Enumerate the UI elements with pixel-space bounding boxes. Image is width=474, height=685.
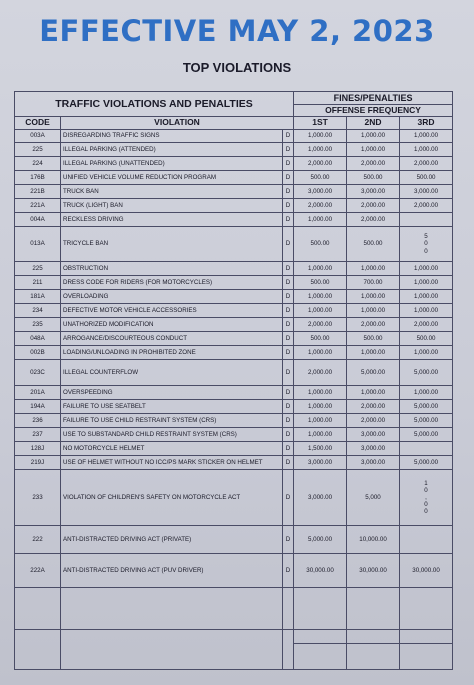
violation-cell	[61, 588, 283, 630]
first-fine-cell: 2,000.00	[294, 360, 347, 386]
violation-cell: VIOLATION OF CHILDREN'S SAFETY ON MOTORCYCLE ACT	[61, 470, 283, 526]
first-fine-cell: 2,000.00	[294, 318, 347, 332]
third-fine-cell	[400, 470, 453, 526]
d-mark-cell: D	[283, 157, 294, 171]
table-row	[15, 630, 453, 644]
third-fine-cell: 1,000.00	[400, 143, 453, 157]
third-fine-line: 0	[424, 240, 428, 248]
code-cell: 236	[15, 414, 61, 428]
second-fine-cell: 30,000.00	[347, 554, 400, 588]
d-mark-cell: D	[283, 262, 294, 276]
first-fine-cell	[294, 588, 347, 630]
table-row	[15, 442, 453, 456]
violation-cell: OVERSPEEDING	[61, 386, 283, 400]
first-fine-cell: 500.00	[294, 227, 347, 262]
top-violations-subheading: TOP VIOLATIONS	[182, 60, 292, 75]
fines-header: FINES/PENALTIES	[294, 92, 453, 105]
violation-cell: OVERLOADING	[61, 290, 283, 304]
table-row	[15, 213, 453, 227]
first-fine-cell: 1,000.00	[294, 290, 347, 304]
d-mark-cell: D	[283, 414, 294, 428]
first-fine-cell: 1,000.00	[294, 346, 347, 360]
code-cell: 048A	[15, 332, 61, 346]
first-fine-cell: 500.00	[294, 276, 347, 290]
first-fine-cell: 1,000.00	[294, 414, 347, 428]
code-cell: 128J	[15, 442, 61, 456]
violation-cell: ILLEGAL COUNTERFLOW	[61, 360, 283, 386]
first-fine-cell	[294, 630, 347, 644]
table-row	[15, 428, 453, 442]
violation-cell: DISREGARDING TRAFFIC SIGNS	[61, 130, 283, 143]
code-cell: 233	[15, 470, 61, 526]
first-fine-cell: 500.00	[294, 171, 347, 185]
table-row	[15, 143, 453, 157]
code-cell: 219J	[15, 456, 61, 470]
d-mark-cell: D	[283, 456, 294, 470]
second-offense-header: 2ND	[347, 117, 400, 130]
first-fine-cell: 1,000.00	[294, 262, 347, 276]
second-fine-cell: 700.00	[347, 276, 400, 290]
third-fine-line: ,	[425, 493, 427, 501]
d-mark-cell: D	[283, 526, 294, 554]
code-cell	[15, 630, 61, 670]
first-fine-cell: 1,000.00	[294, 386, 347, 400]
second-fine-cell: 1,000.00	[347, 386, 400, 400]
second-fine-cell: 500.00	[347, 171, 400, 185]
d-mark-cell: D	[283, 213, 294, 227]
first-fine-cell: 3,000.00	[294, 470, 347, 526]
first-fine-cell: 1,000.00	[294, 428, 347, 442]
code-cell: 225	[15, 143, 61, 157]
second-fine-cell: 500.00	[347, 227, 400, 262]
second-fine-cell: 3,000.00	[347, 185, 400, 199]
table-row	[15, 262, 453, 276]
table-row	[15, 470, 453, 526]
third-fine-cell: 1,000.00	[400, 262, 453, 276]
second-fine-cell: 3,000.00	[347, 428, 400, 442]
table-title: TRAFFIC VIOLATIONS AND PENALTIES	[15, 92, 294, 117]
second-fine-cell: 2,000.00	[347, 414, 400, 428]
second-fine-cell: 3,000.00	[347, 442, 400, 456]
third-fine-cell: 5,000.00	[400, 400, 453, 414]
table-row	[15, 185, 453, 199]
table-row	[15, 526, 453, 554]
third-fine-cell	[400, 588, 453, 630]
code-column-header: CODE	[15, 117, 61, 130]
third-fine-cell: 5,000.00	[400, 456, 453, 470]
d-mark-cell: D	[283, 386, 294, 400]
violation-cell: UNATHORIZED MODIFICATION	[61, 318, 283, 332]
d-mark-cell: D	[283, 199, 294, 213]
d-mark-cell: D	[283, 332, 294, 346]
code-cell: 003A	[15, 130, 61, 143]
third-fine-cell	[400, 213, 453, 227]
violation-cell: FAILURE TO USE SEATBELT	[61, 400, 283, 414]
code-cell: 013A	[15, 227, 61, 262]
violation-cell	[61, 630, 283, 670]
second-fine-cell: 1,000.00	[347, 143, 400, 157]
code-cell: 225	[15, 262, 61, 276]
violation-cell: RECKLESS DRIVING	[61, 213, 283, 227]
violation-cell: UNIFIED VEHICLE VOLUME REDUCTION PROGRAM	[61, 171, 283, 185]
d-mark-cell: D	[283, 227, 294, 262]
table-row	[15, 588, 453, 630]
second-fine-cell: 1,000.00	[347, 290, 400, 304]
violation-cell: TRUCK BAN	[61, 185, 283, 199]
d-mark-cell: D	[283, 318, 294, 332]
third-fine-cell	[400, 442, 453, 456]
violation-cell: ILLEGAL PARKING (ATTENDED)	[61, 143, 283, 157]
first-fine-cell: 3,000.00	[294, 185, 347, 199]
third-fine-cell: 1,000.00	[400, 130, 453, 143]
violation-cell: ANTI-DISTRACTED DRIVING ACT (PUV DRIVER)	[61, 554, 283, 588]
first-offense-header: 1ST	[294, 117, 347, 130]
code-cell: 004A	[15, 213, 61, 227]
violations-table	[14, 91, 453, 670]
table-row	[15, 414, 453, 428]
second-fine-cell: 2,000.00	[347, 199, 400, 213]
second-fine-cell: 5,000.00	[347, 360, 400, 386]
third-fine-cell: 1,000.00	[400, 276, 453, 290]
third-fine-cell: 1,000.00	[400, 346, 453, 360]
table-row	[15, 318, 453, 332]
third-fine-line: 5	[424, 233, 428, 241]
table-row	[15, 332, 453, 346]
third-fine-cell: 5,000.00	[400, 428, 453, 442]
code-cell: 222A	[15, 554, 61, 588]
second-fine-cell: 5,000	[347, 470, 400, 526]
first-fine-cell: 500.00	[294, 332, 347, 346]
second-fine-cell: 2,000.00	[347, 400, 400, 414]
third-fine-cell: 1,000.00	[400, 386, 453, 400]
table-row	[15, 157, 453, 171]
table-row	[15, 304, 453, 318]
code-cell: 237	[15, 428, 61, 442]
violation-column-header: VIOLATION	[61, 117, 294, 130]
d-mark-cell: D	[283, 428, 294, 442]
second-fine-cell: 1,000.00	[347, 304, 400, 318]
first-fine-cell: 2,000.00	[294, 199, 347, 213]
second-fine-cell: 2,000.00	[347, 213, 400, 227]
code-cell: 222	[15, 526, 61, 554]
violation-cell: DRESS CODE FOR RIDERS (FOR MOTORCYCLES)	[61, 276, 283, 290]
third-fine-cell: 3,000.00	[400, 185, 453, 199]
third-fine-cell: 500.00	[400, 332, 453, 346]
d-mark-cell: D	[283, 442, 294, 456]
second-fine-cell: 2,000.00	[347, 318, 400, 332]
d-mark-cell: D	[283, 346, 294, 360]
d-mark-cell: D	[283, 276, 294, 290]
first-fine-cell: 1,000.00	[294, 400, 347, 414]
table-row	[15, 227, 453, 262]
d-mark-cell: D	[283, 130, 294, 143]
second-fine-cell: 10,000.00	[347, 526, 400, 554]
first-fine-cell: 1,000.00	[294, 304, 347, 318]
second-fine-cell: 500.00	[347, 332, 400, 346]
table-row	[15, 554, 453, 588]
second-fine-cell: 1,000.00	[347, 130, 400, 143]
violation-cell: OBSTRUCTION	[61, 262, 283, 276]
violation-cell: ANTI-DISTRACTED DRIVING ACT (PRIVATE)	[61, 526, 283, 554]
table-row	[15, 199, 453, 213]
third-offense-header: 3RD	[400, 117, 453, 130]
violation-cell: ARROGANCE/DISCOURTEOUS CONDUCT	[61, 332, 283, 346]
violation-cell: ILLEGAL PARKING (UNATTENDED)	[61, 157, 283, 171]
d-mark-cell	[283, 630, 294, 670]
d-mark-cell: D	[283, 304, 294, 318]
code-cell: 023C	[15, 360, 61, 386]
first-fine-cell: 30,000.00	[294, 554, 347, 588]
second-suspension-cell	[347, 644, 400, 670]
d-mark-cell: D	[283, 400, 294, 414]
second-fine-cell	[347, 630, 400, 644]
code-cell: 234	[15, 304, 61, 318]
first-fine-cell: 1,000.00	[294, 213, 347, 227]
third-fine-line: 0	[424, 247, 428, 255]
third-fine-cell: 2,000.00	[400, 318, 453, 332]
third-fine-cell: 5,000.00	[400, 414, 453, 428]
first-fine-cell: 1,500.00	[294, 442, 347, 456]
third-fine-cell: 2,000.00	[400, 199, 453, 213]
second-fine-cell: 1,000.00	[347, 262, 400, 276]
violation-cell: FAILURE TO USE CHILD RESTRAINT SYSTEM (CRS)	[61, 414, 283, 428]
table-row	[15, 130, 453, 143]
table-row	[15, 400, 453, 414]
d-mark-cell: D	[283, 185, 294, 199]
first-fine-cell: 5,000.00	[294, 526, 347, 554]
d-mark-cell: D	[283, 171, 294, 185]
d-mark-cell: D	[283, 290, 294, 304]
third-suspension-cell	[400, 644, 453, 670]
table-row	[15, 346, 453, 360]
violation-cell: DEFECTIVE MOTOR VEHICLE ACCESSORIES	[61, 304, 283, 318]
third-fine-cell: 2,000.00	[400, 157, 453, 171]
table-row	[15, 290, 453, 304]
third-fine-line: 1	[424, 479, 428, 487]
first-fine-cell: 3,000.00	[294, 456, 347, 470]
d-mark-cell: D	[283, 470, 294, 526]
second-fine-cell	[347, 588, 400, 630]
second-fine-cell: 1,000.00	[347, 346, 400, 360]
third-fine-line: 0	[424, 508, 428, 516]
code-cell: 194A	[15, 400, 61, 414]
code-cell: 181A	[15, 290, 61, 304]
violation-cell: USE TO SUBSTANDARD CHILD RESTRAINT SYSTEM (CRS)	[61, 428, 283, 442]
second-fine-cell: 2,000.00	[347, 157, 400, 171]
table-row	[15, 171, 453, 185]
code-cell: 221B	[15, 185, 61, 199]
d-mark-cell: D	[283, 554, 294, 588]
violation-cell: LOADING/UNLOADING IN PROHIBITED ZONE	[61, 346, 283, 360]
violation-cell: USE OF HELMET WITHOUT NO ICC/PS MARK STICKER ON HELMET	[61, 456, 283, 470]
code-cell: 176B	[15, 171, 61, 185]
offense-frequency-header: OFFENSE FREQUENCY	[294, 105, 453, 117]
third-fine-cell	[400, 526, 453, 554]
first-fine-cell: 2,000.00	[294, 157, 347, 171]
code-cell: 235	[15, 318, 61, 332]
third-fine-cell: 5,000.00	[400, 360, 453, 386]
third-fine-cell: 1,000.00	[400, 304, 453, 318]
first-fine-cell: 1,000.00	[294, 143, 347, 157]
code-cell: 201A	[15, 386, 61, 400]
table-row	[15, 360, 453, 386]
d-mark-cell	[283, 588, 294, 630]
violation-cell: TRUCK (LIGHT) BAN	[61, 199, 283, 213]
third-fine-cell: 1,000.00	[400, 290, 453, 304]
d-mark-cell: D	[283, 143, 294, 157]
second-fine-cell: 3,000.00	[347, 456, 400, 470]
d-mark-cell: D	[283, 360, 294, 386]
code-cell: 002B	[15, 346, 61, 360]
third-fine-cell	[400, 630, 453, 644]
code-cell: 221A	[15, 199, 61, 213]
first-suspension-cell	[294, 644, 347, 670]
code-cell: 211	[15, 276, 61, 290]
third-fine-cell: 30,000.00	[400, 554, 453, 588]
third-fine-line: 0	[424, 501, 428, 509]
code-cell	[15, 588, 61, 630]
code-cell: 224	[15, 157, 61, 171]
effective-date-heading: EFFECTIVE MAY 2, 2023	[39, 14, 435, 48]
first-fine-cell: 1,000.00	[294, 130, 347, 143]
table-row	[15, 456, 453, 470]
violation-cell: TRICYCLE BAN	[61, 227, 283, 262]
violation-cell: NO MOTORCYCLE HELMET	[61, 442, 283, 456]
table-row	[15, 386, 453, 400]
table-row	[15, 276, 453, 290]
third-fine-line: 0	[424, 486, 428, 494]
third-fine-cell: 500.00	[400, 171, 453, 185]
third-fine-cell	[400, 227, 453, 262]
